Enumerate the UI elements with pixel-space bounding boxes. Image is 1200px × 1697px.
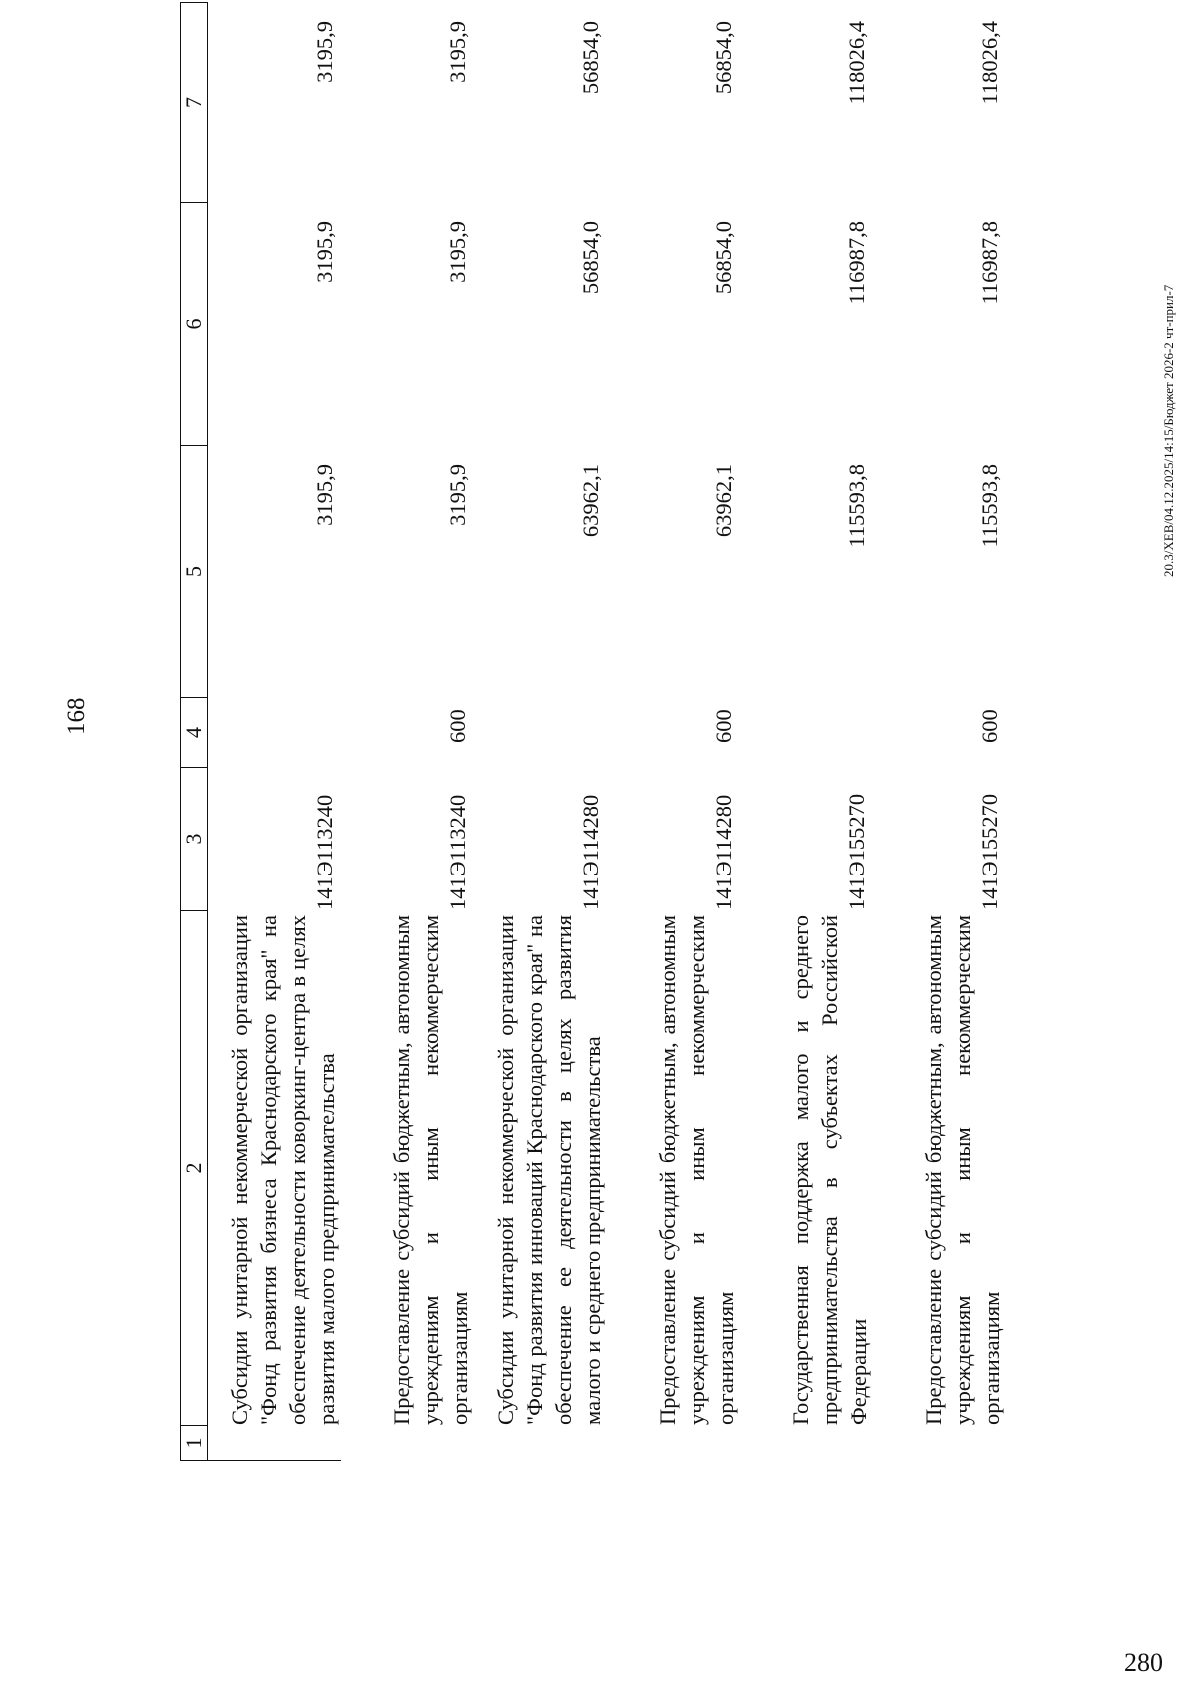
header-col-6: 6	[181, 203, 208, 446]
row-name: Предоставление субсидий бюджетным, автономным учреждениям и иным некоммерческим организациям	[388, 915, 472, 1425]
row-value-6: 116987,8	[843, 221, 869, 305]
row-col-1	[208, 1426, 341, 1461]
header-col-7: 7	[181, 3, 208, 203]
row-code: 141Э114280	[710, 794, 736, 910]
row-name: Субсидии унитарной некоммерческой организации "Фонд развития бизнеса Краснодарского края" на обеспечение деятельности коворкинг-центра в целях развития малого предпринимательства	[226, 915, 339, 1425]
row-expense-type	[740, 698, 873, 768]
header-col-4: 4	[181, 698, 208, 768]
table-row	[341, 3, 474, 1461]
row-name: Предоставление субсидий бюджетным, автономным учреждениям и иным некоммерческим организациям	[920, 915, 1004, 1425]
row-value-7: 3195,9	[311, 21, 337, 83]
row-code: 141Э114280	[577, 794, 603, 910]
row-col-1	[341, 1426, 474, 1461]
row-value-5: 115593,8	[843, 464, 869, 548]
row-name: Государственная поддержка малого и среднего предпринимательства в субъектах Российской Федерации	[787, 915, 871, 1425]
row-value-6: 56854,0	[577, 221, 603, 295]
row-expense-type	[474, 698, 607, 768]
page-number: 168	[63, 697, 90, 735]
document-footer-code: 20.3/ХЕВ/04.12.2025/14:15/Бюджет 2026-2 чт-прил-7	[1161, 284, 1176, 577]
row-code: 141Э155270	[843, 793, 869, 910]
table-row	[740, 3, 873, 1461]
row-col-1	[607, 1426, 740, 1461]
row-value-5: 63962,1	[710, 464, 736, 538]
row-col-1	[873, 1426, 1006, 1461]
row-expense-type: 600	[710, 709, 736, 743]
sheet-number: 280	[1124, 1648, 1163, 1677]
row-value-7: 56854,0	[577, 21, 603, 95]
table-row	[607, 3, 740, 1461]
row-value-7: 118026,4	[976, 21, 1002, 105]
row-col-1	[740, 1426, 873, 1461]
table-row	[873, 3, 1006, 1461]
row-value-5: 115593,8	[976, 464, 1002, 548]
row-code: 141Э155270	[976, 793, 1002, 910]
table-row	[208, 3, 341, 1461]
row-value-5: 3195,9	[444, 464, 470, 526]
row-expense-type: 600	[976, 709, 1002, 743]
row-value-7: 56854,0	[710, 21, 736, 95]
header-col-5: 5	[181, 446, 208, 698]
table-row	[474, 3, 607, 1461]
row-value-6: 56854,0	[710, 221, 736, 295]
row-expense-type: 600	[444, 709, 470, 743]
header-col-2: 2	[181, 911, 208, 1426]
header-col-1: 1	[181, 1426, 208, 1461]
header-col-3: 3	[181, 768, 208, 911]
row-code: 141Э113240	[311, 794, 337, 910]
row-name: Субсидии унитарной некоммерческой организации "Фонд развития инноваций Краснодарского края" на обеспечение ее деятельности в целях развития малого и среднего предпринимательства	[492, 915, 605, 1425]
row-value-6: 3195,9	[311, 221, 337, 283]
row-name: Предоставление субсидий бюджетным, автономным учреждениям и иным некоммерческим организациям	[654, 915, 738, 1425]
row-value-7: 3195,9	[444, 21, 470, 83]
row-col-1	[474, 1426, 607, 1461]
row-value-6: 116987,8	[976, 221, 1002, 305]
header-row	[181, 3, 208, 1461]
row-expense-type	[208, 698, 341, 768]
row-value-7: 118026,4	[843, 21, 869, 105]
row-value-5: 63962,1	[577, 464, 603, 538]
row-value-5: 3195,9	[311, 464, 337, 526]
budget-table	[180, 2, 1006, 1461]
row-value-6: 3195,9	[444, 221, 470, 283]
row-code: 141Э113240	[444, 794, 470, 910]
